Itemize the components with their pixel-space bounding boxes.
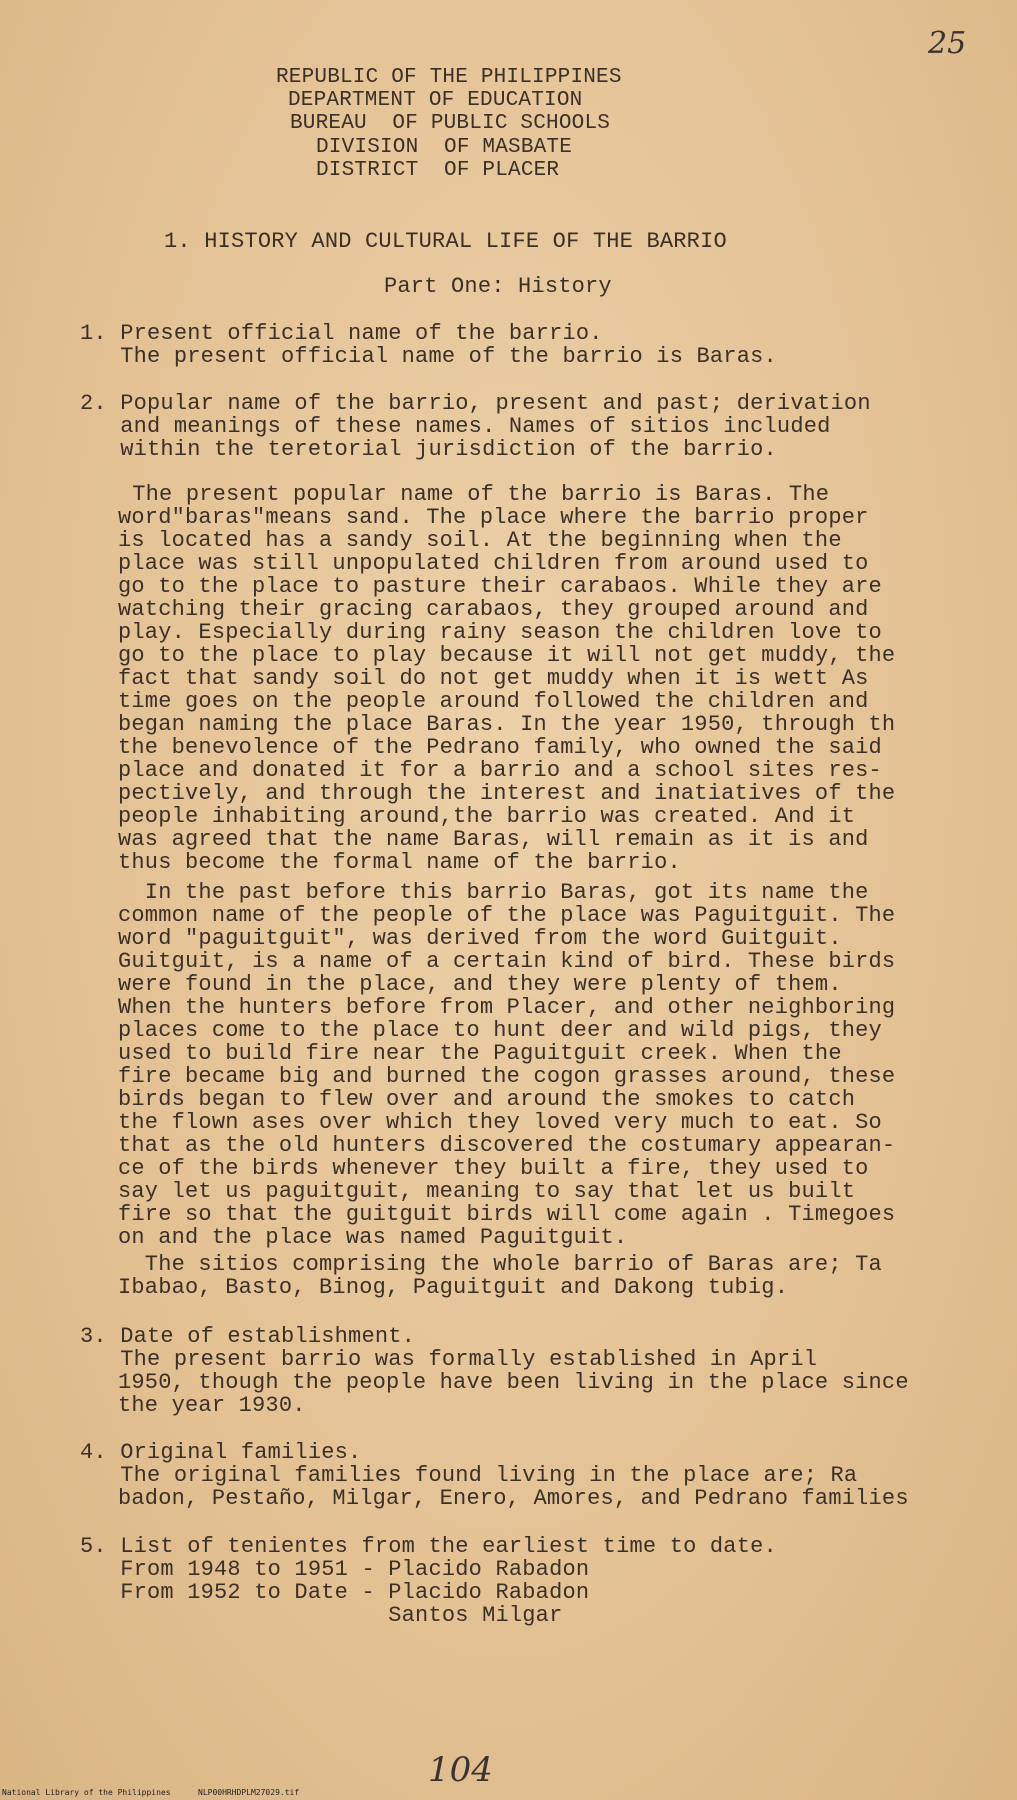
footer-source: National Library of the Philippines bbox=[2, 1788, 171, 1797]
body-line: place was still unpopulated children from around used to bbox=[118, 551, 869, 576]
header-line: DIVISION OF MASBATE bbox=[316, 136, 573, 159]
body-line: 4. Original families. bbox=[80, 1440, 362, 1465]
body-line: the benevolence of the Pedrano family, who owned the said bbox=[118, 735, 882, 760]
body-line: began naming the place Baras. In the year 1950, through th bbox=[118, 712, 896, 737]
body-line: fact that sandy soil do not get muddy when it is wett As bbox=[118, 666, 869, 691]
handwritten-bottom-number: 104 bbox=[428, 1750, 493, 1790]
body-line: on and the place was named Paguitguit. bbox=[118, 1225, 628, 1250]
body-line: word"baras"means sand. The place where the barrio proper bbox=[118, 505, 869, 530]
body-line: go to the place to play because it will not get muddy, the bbox=[118, 643, 896, 668]
section-title: 1. HISTORY AND CULTURAL LIFE OF THE BARRIO bbox=[164, 229, 727, 254]
body-line: Ibabao, Basto, Binog, Paguitguit and Dakong tubig. bbox=[118, 1275, 789, 1300]
part-title: Part One: History bbox=[384, 274, 612, 299]
body-line: go to the place to pasture their carabaos. While they are bbox=[118, 574, 882, 599]
header-line: DISTRICT OF PLACER bbox=[316, 159, 560, 182]
body-line: In the past before this barrio Baras, got its name the bbox=[118, 880, 869, 905]
header-line: REPUBLIC OF THE PHILIPPINES bbox=[276, 66, 622, 89]
body-line: pectively, and through the interest and inatiatives of the bbox=[118, 781, 896, 806]
body-line: Guitguit, is a name of a certain kind of bird. These birds bbox=[118, 949, 896, 974]
body-line: The present popular name of the barrio is Baras. The bbox=[92, 482, 830, 507]
body-line: places come to the place to hunt deer and wild pigs, they bbox=[118, 1018, 882, 1043]
body-line: Santos Milgar bbox=[80, 1603, 563, 1628]
body-line: that as the old hunters discovered the costumary appearan- bbox=[118, 1133, 896, 1158]
footer-filename: NLP00HRHDPLM27029.tif bbox=[198, 1788, 300, 1797]
body-line: thus become the formal name of the barrio. bbox=[118, 850, 681, 875]
body-line: 1. Present official name of the barrio. bbox=[80, 321, 603, 346]
body-line: The present official name of the barrio is Baras. bbox=[80, 344, 777, 369]
body-line: ce of the birds whenever they built a fire, they used to bbox=[118, 1156, 869, 1181]
body-line: watching their gracing carabaos, they grouped around and bbox=[118, 597, 869, 622]
body-line: were found in the place, and they were plenty of them. bbox=[118, 972, 842, 997]
header-line: BUREAU OF PUBLIC SCHOOLS bbox=[290, 112, 611, 135]
body-line: within the teretorial jurisdiction of the barrio. bbox=[80, 437, 777, 462]
body-line: the year 1930. bbox=[118, 1393, 306, 1418]
body-line: say let us paguitguit, meaning to say that let us built bbox=[118, 1179, 856, 1204]
body-line: play. Especially during rainy season the children love to bbox=[118, 620, 882, 645]
body-line: the flown ases over which they loved very much to eat. So bbox=[118, 1110, 882, 1135]
body-line: The present barrio was formally established in April bbox=[80, 1347, 818, 1372]
body-line: The sitios comprising the whole barrio of Baras are; Ta bbox=[118, 1252, 882, 1277]
header-line: DEPARTMENT OF EDUCATION bbox=[288, 89, 583, 112]
body-line: badon, Pestaño, Milgar, Enero, Amores, and Pedrano families bbox=[118, 1486, 909, 1511]
body-line: is located has a sandy soil. At the beginning when the bbox=[118, 528, 842, 553]
body-line: word "paguitguit", was derived from the word Guitguit. bbox=[118, 926, 842, 951]
body-line: From 1948 to 1951 - Placido Rabadon bbox=[80, 1557, 590, 1582]
body-line: 5. List of tenientes from the earliest time to date. bbox=[80, 1534, 777, 1559]
body-line: used to build fire near the Paguitguit creek. When the bbox=[118, 1041, 842, 1066]
body-line: people inhabiting around,the barrio was created. And it bbox=[118, 804, 856, 829]
body-line: 3. Date of establishment. bbox=[80, 1324, 416, 1349]
body-line: 2. Popular name of the barrio, present and past; derivation bbox=[80, 391, 871, 416]
body-line: The original families found living in the place are; Ra bbox=[80, 1463, 858, 1488]
body-line: fire became big and burned the cogon grasses around, these bbox=[118, 1064, 896, 1089]
body-line: 1950, though the people have been living in the place since bbox=[118, 1370, 909, 1395]
body-line: was agreed that the name Baras, will remain as it is and bbox=[118, 827, 869, 852]
body-line: place and donated it for a barrio and a school sites res- bbox=[118, 758, 882, 783]
body-line: common name of the people of the place was Paguitguit. The bbox=[118, 903, 896, 928]
body-line: birds began to flew over and around the smokes to catch bbox=[118, 1087, 856, 1112]
body-line: When the hunters before from Placer, and other neighboring bbox=[118, 995, 896, 1020]
handwritten-page-number: 25 bbox=[928, 26, 967, 61]
body-line: From 1952 to Date - Placido Rabadon bbox=[80, 1580, 590, 1605]
body-line: and meanings of these names. Names of sitios included bbox=[80, 414, 831, 439]
body-line: time goes on the people around followed the children and bbox=[118, 689, 869, 714]
body-line: fire so that the guitguit birds will come again . Timegoes bbox=[118, 1202, 896, 1227]
